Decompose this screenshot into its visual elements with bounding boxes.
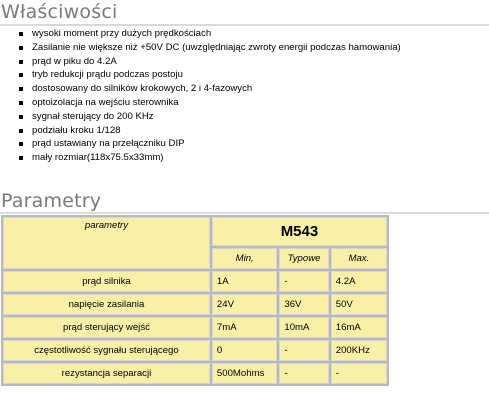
params-table (1, 215, 389, 386)
param-name-cell: częstotliwość sygnału sterującego (3, 340, 210, 361)
min-cell: 1A (212, 271, 277, 292)
table-row (3, 317, 387, 338)
max-cell: 16mA (331, 317, 387, 338)
bullet-icon (19, 156, 23, 160)
typ-cell: - (279, 340, 328, 361)
typ-cell: 36V (279, 294, 328, 315)
feature-text: wysoki moment przy dużych prędkościach (32, 28, 212, 39)
feature-text: tryb redukcji prądu podczas postoju (32, 69, 183, 81)
bullet-icon (19, 32, 23, 36)
feature-text: optoizolacja na wejściu sterownika (32, 96, 179, 108)
bullet-icon (19, 129, 23, 133)
features-divider (0, 24, 489, 26)
features-heading: Właściwości (1, 1, 118, 23)
feature-item (32, 27, 401, 41)
bullet-icon (19, 115, 23, 119)
table-row (3, 271, 387, 292)
bullet-icon (19, 73, 23, 77)
param-name-cell: rezystancja separacji (3, 363, 210, 384)
feature-item (32, 55, 401, 69)
feature-item (32, 68, 401, 82)
bullet-icon (19, 87, 23, 91)
feature-text: Zasilanie nie większe niż +50V DC (uwzględniając zwroty energii podczas hamowania) (32, 41, 401, 53)
bullet-icon (19, 142, 23, 146)
column-max-header: Max. (331, 248, 387, 269)
min-cell: 500Mohms (212, 363, 277, 384)
features-list (0, 27, 401, 165)
feature-item (32, 137, 401, 151)
feature-text: sygnał sterujący do 200 KHz (32, 110, 154, 122)
max-cell: 4.2A (331, 271, 387, 292)
feature-text: podziału kroku 1/128 (32, 124, 121, 136)
typ-cell: 10mA (279, 317, 328, 338)
bullet-icon (19, 60, 23, 64)
max-cell: 50V (331, 294, 387, 315)
feature-text: prąd w piku do 4.2A (32, 55, 117, 67)
feature-item (32, 96, 401, 110)
param-name-cell: prąd sterujący wejść (3, 317, 210, 338)
bullet-icon (19, 101, 23, 105)
feature-text: prąd ustawiany na przełączniku DIP (32, 138, 185, 150)
table-row (3, 340, 387, 361)
table-header-row (3, 217, 387, 246)
feature-item (32, 110, 401, 124)
min-cell: 0 (212, 340, 277, 361)
table-row (3, 363, 387, 384)
param-name-cell: napięcie zasilania (3, 294, 210, 315)
feature-text: mały rozmiar(118x75.5x33mm) (32, 152, 164, 164)
min-cell: 7mA (212, 317, 277, 338)
feature-text: dostosowany do silników krokowych, 2 i 4-fazowych (32, 83, 253, 95)
model-header-cell: M543 (212, 217, 387, 246)
params-divider (0, 212, 489, 214)
bullet-icon (19, 46, 23, 50)
table-row (3, 294, 387, 315)
max-cell: - (331, 363, 387, 384)
params-header-cell: parametry (3, 217, 210, 269)
feature-item (32, 82, 401, 96)
feature-item (32, 41, 401, 55)
column-min-header: Min, (212, 248, 277, 269)
max-cell: 200KHz (331, 340, 387, 361)
typ-cell: - (279, 271, 328, 292)
feature-item (32, 124, 401, 138)
feature-item (32, 151, 401, 165)
typ-cell: - (279, 363, 328, 384)
column-typ-header: Typowe (279, 248, 328, 269)
min-cell: 24V (212, 294, 277, 315)
param-name-cell: prąd silnika (3, 271, 210, 292)
params-heading: Parametry (1, 190, 102, 212)
